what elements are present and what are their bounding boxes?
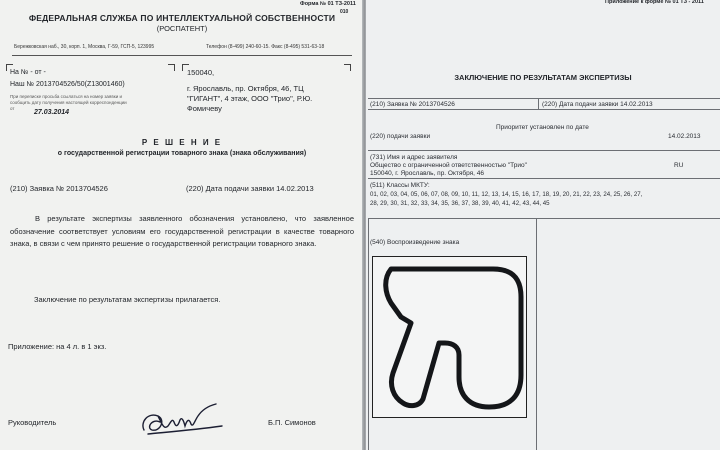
recipient-address-line: "ГИГАНТ", 4 этаж, ООО "Трио", Р.Ю.	[187, 94, 313, 103]
form-code: 010	[340, 9, 349, 15]
application-date: (220) Дата подачи заявки 14.02.2013	[186, 184, 314, 193]
grid-separator	[536, 219, 537, 450]
trademark-image-frame	[372, 256, 527, 418]
priority-label: Приоритет установлен по дате	[496, 124, 589, 131]
recipient-address-line: г. Ярославль, пр. Октября, 46, ТЦ	[187, 84, 304, 93]
recipient-address-line: 150040,	[187, 68, 215, 77]
application-number: (210) Заявка № 2013704526	[10, 184, 108, 193]
decision-paragraph: В результате экспертизы заявленного обозначения установлено, что заявленное обозначение соответствует условиям его государственной регистрации в качестве товарного знака, в связи с чем принято решение о государственной регистрации товарного знака.	[10, 214, 354, 248]
application-number: (210) Заявка № 2013704526	[370, 101, 455, 108]
conclusion-title: ЗАКЛЮЧЕНИЕ ПО РЕЗУЛЬТАТАМ ЭКСПЕРТИЗЫ	[454, 73, 632, 82]
expertise-conclusion-page	[366, 0, 720, 450]
signature-image	[138, 396, 226, 442]
classes-list: 28, 29, 30, 31, 32, 33, 34, 35, 36, 37, 38, 39, 40, 41, 42, 43, 44, 45	[370, 200, 550, 207]
reference-note: сообщить дату получения настоящей корреспонденции	[10, 100, 127, 105]
reference-date: 27.03.2014	[34, 109, 70, 116]
grid-separator	[368, 219, 369, 450]
signer-role: Руководитель	[8, 418, 57, 427]
classes-list: 01, 02, 03, 04, 05, 06, 07, 08, 09, 10, 11, 12, 13, 14, 15, 16, 17, 18, 19, 20, 21, 22, 23, 24, 25, 26, 27,	[370, 191, 643, 198]
form-number: Форма № 01 ТЗ-2011	[300, 1, 356, 7]
reference-note: При переписке просьба ссылаться на номер заявки и	[10, 94, 123, 99]
priority-date: 14.02.2013	[668, 133, 701, 140]
header-divider	[12, 55, 352, 56]
trademark-image	[373, 257, 528, 419]
agency-name: ФЕДЕРАЛЬНАЯ СЛУЖБА ПО ИНТЕЛЛЕКТУАЛЬНОЙ СОБСТВЕННОСТИ	[28, 13, 336, 23]
agency-address: Бережковская наб., 30, корп. 1, Москва, Г-59, ГСП-5, 123995	[14, 44, 155, 50]
mark-label: (540) Воспроизведение знака	[370, 239, 460, 246]
recipient-address-line: Фомичеву	[187, 104, 222, 113]
outgoing-reference: Наш № 2013704526/50(Z13001460)	[10, 81, 125, 88]
decision-subtitle: о государственной регистрации товарного знака (знака обслуживания)	[57, 150, 307, 157]
conclusion-attached-note: Заключение по результатам экспертизы прилагается.	[34, 295, 221, 304]
agency-phones: Телефон (8-499) 240-60-15. Факс (8-495) 531-63-18	[206, 44, 325, 50]
application-date: (220) Дата подачи заявки 14.02.2013	[542, 101, 653, 108]
form-number: Приложение к форме № 01 ТЗ - 2011	[605, 0, 704, 5]
applicant-label: (731) Имя и адрес заявителя	[370, 154, 458, 161]
agency-abbreviation: (РОСПАТЕНТ)	[156, 24, 208, 33]
reference-box-corner	[168, 64, 175, 71]
classes-label: (511) Классы МКТУ:	[370, 182, 430, 189]
priority-field: (220) подачи заявки	[370, 133, 431, 140]
applicant-country: RU	[674, 162, 684, 169]
decision-title: Р Е Ш Е Н И Е	[141, 138, 223, 147]
incoming-reference: На № - от -	[10, 69, 46, 76]
applicant-address: 150040, г. Ярославль, пр. Октября, 46	[370, 170, 485, 177]
applicant-name: Общество с ограниченной ответственностью "Трио"	[370, 162, 527, 169]
reference-note: от	[10, 106, 15, 111]
grid-separator	[538, 99, 539, 110]
enclosure-note: Приложение: на 4 л. в 1 экз.	[8, 342, 107, 351]
signer-name: Б.П. Симонов	[268, 418, 316, 427]
address-box-corner	[344, 64, 351, 71]
